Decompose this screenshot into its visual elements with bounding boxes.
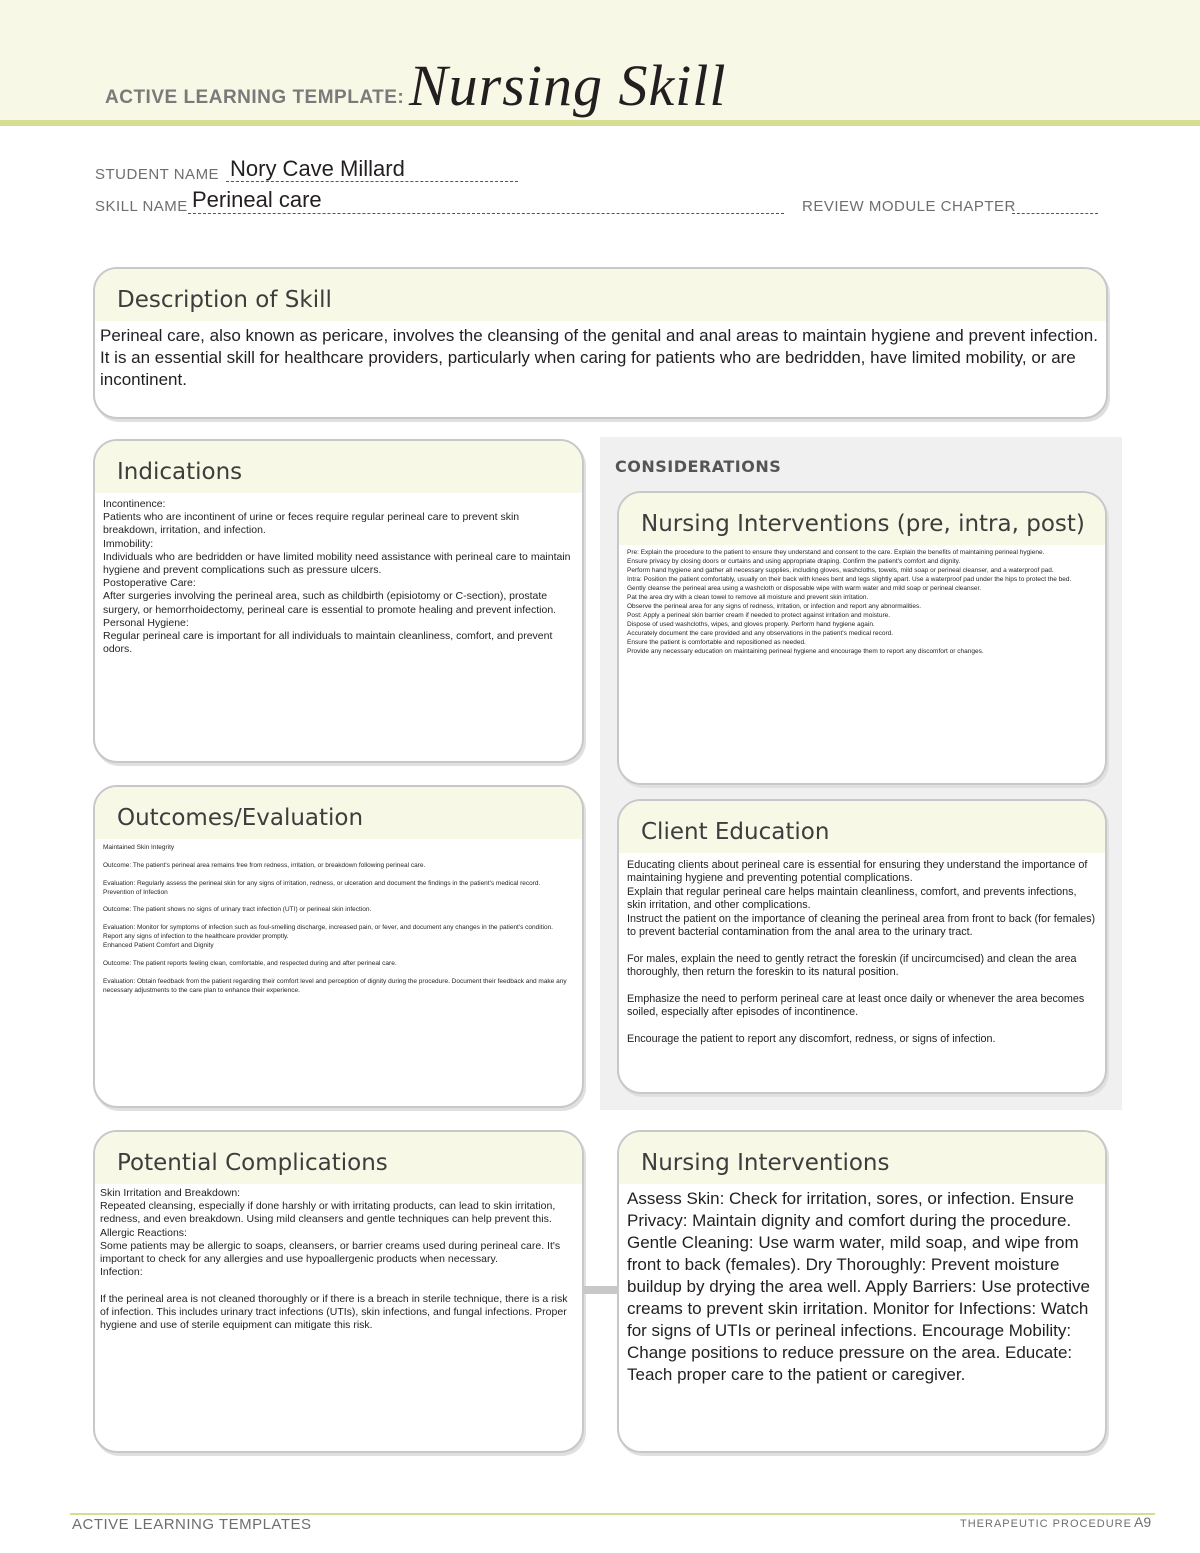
client-education-heading: Client Education <box>619 801 1105 853</box>
description-box <box>93 267 1108 419</box>
skill-name-line <box>188 213 784 214</box>
review-module-line[interactable] <box>1012 213 1098 214</box>
description-heading: Description of Skill <box>95 269 1106 321</box>
student-name-value[interactable]: Nory Cave Millard <box>230 156 405 181</box>
outcomes-box <box>93 785 584 1108</box>
footer-left-label: ACTIVE LEARNING TEMPLATES <box>72 1516 312 1533</box>
nursing-interventions-heading: Nursing Interventions <box>619 1132 1105 1184</box>
skill-name-value[interactable]: Perineal care <box>192 187 322 212</box>
client-education-box <box>617 799 1107 1094</box>
outcomes-heading: Outcomes/Evaluation <box>95 787 582 839</box>
student-name-label: STUDENT NAME <box>95 166 220 183</box>
indications-box <box>93 439 584 763</box>
nursing-interventions-phases-text: Pre: Explain the procedure to the patient to ensure they understand and consent to the care. Explain the benefits of maintaining perineal hygiene. Ensure privacy by closing doors or curtains and using appropriate draping. Confirm the patient's comfort and dignity. Perform hand hygiene and gather all necessary supplies, including gloves, washcloths, towels, mild soap or perineal cleanser, and a waterproof pad. Intra: Position the patient comfortably, usually on their back with knees bent and legs slightly apart. Use a waterproof pad under the hips to protect the bed. Gently cleanse the perineal area using a washcloth or disposable wipe with warm water and mild soap or perineal cleanser. Pat the area dry with a clean towel to remove all moisture and prevent skin irritation. Observe the perineal area for any signs of redness, irritation, or infection and report any abnormalities. Post: Apply a perineal skin barrier cream if needed to protect against irritation and moisture. Dispose of used washcloths, wipes, and gloves properly. Perform hand hygiene again. Accurately document the care provided and any observations in the patient's medical record. Ensure the patient is comfortable and repositioned as needed. Provide any necessary education on maintaining perineal hygiene and encourage them to report any discomfort or changes. <box>627 549 1072 655</box>
nursing-interventions-phases-heading: Nursing Interventions (pre, intra, post) <box>619 493 1105 545</box>
indications-heading: Indications <box>95 441 582 493</box>
header-rule <box>0 120 1200 126</box>
footer-rule <box>70 1513 1155 1515</box>
complications-box <box>93 1130 584 1453</box>
description-text: Perineal care, also known as pericare, involves the cleansing of the genital and anal areas to maintain hygiene and prevent infection. It is an essential skill for healthcare providers, particularly when caring for patients who are bedridden, have limited mobility, or are incontinent. <box>100 326 1098 389</box>
client-education-text: Educating clients about perineal care is essential for ensuring they understand the importance of maintaining hygiene and preventing potential complications. Explain that regular perineal care helps maintain cleanliness, comfort, and prevents infections, skin irritation, and other complications. Instruct the patient on the importance of cleaning the perineal area from front to back (for females) to prevent bacterial contamination from the anal area to the urinary tract. For males, explain the need to gently retract the foreskin (if uncircumcised) and clean the area thoroughly, then return the foreskin to its natural position. Emphasize the need to perform perineal care at least once daily or whenever the area becomes soiled, especially after episodes of incontinence. Encourage the patient to report any discomfort, redness, or signs of infection. <box>627 859 1096 1046</box>
page-title: Nursing Skill <box>409 53 727 118</box>
footer-page-number: A9 <box>1134 1514 1152 1530</box>
review-module-label: REVIEW MODULE CHAPTER <box>802 198 1016 215</box>
connector-bar <box>583 1286 621 1294</box>
complications-text: Skin Irritation and Breakdown: Repeated cleansing, especially if done harshly or with irritating products, can lead to skin irritation, redness, and even breakdown. Using mild cleansers and gentle techniques can help prevent this. Allergic Reactions: Some patients may be allergic to soaps, cleansers, or barrier creams used during perineal care. It's important to check for any allergies and use hypoallergenic products when necessary. Infection: If the perineal area is not cleaned thoroughly or if there is a breach in sterile technique, there is a risk of infection. This includes urinary tract infections (UTIs), skin infections, and fungal infections. Proper hygiene and use of sterile equipment can mitigate this risk. <box>100 1187 568 1332</box>
outcomes-text: Maintained Skin Integrity Outcome: The patient's perineal area remains free from redness, irritation, or breakdown following perineal care. Evaluation: Regularly assess the perineal skin for any signs of irritation, redness, or ulceration and document the findings in the patient's medical record. Prevention of Infection Outcome: The patient shows no signs of urinary tract infection (UTI) or perineal skin infection. Evaluation: Monitor for symptoms of infection such as foul-smelling discharge, increased pain, or fever, and document any changes in the patient's condition. Report any signs of infection to the healthcare provider promptly. Enhanced Patient Comfort and Dignity Outcome: The patient reports feeling clean, comfortable, and respected during and after perineal care. Evaluation: Obtain feedback from the patient regarding their comfort level and perception of dignity during the procedure. Document their feedback and make any necessary adjustments to the care plan to enhance their experience. <box>103 844 567 994</box>
complications-heading: Potential Complications <box>95 1132 582 1184</box>
nursing-interventions-box <box>617 1130 1107 1453</box>
template-label: ACTIVE LEARNING TEMPLATE: <box>105 87 405 108</box>
skill-name-label: SKILL NAME <box>95 198 188 215</box>
nursing-interventions-text: Assess Skin: Check for irritation, sores, or infection. Ensure Privacy: Maintain dignity and comfort during the procedure. Gentle Cleaning: Use warm water, mild soap, and wipe from front to back (females). Dry Thoroughly: Prevent moisture buildup by drying the area well. Apply Barriers: Use protective creams to prevent skin irritation. Monitor for Infections: Watch for signs of UTIs or perineal infections. Encourage Mobility: Change positions to reduce pressure on the area. Educate: Teach proper care to the patient or caregiver. <box>627 1189 1091 1384</box>
indications-text: Incontinence: Patients who are incontinent of urine or feces require regular perineal care to prevent skin breakdown, irritation, and infection. Immobility: Individuals who are bedridden or have limited mobility need assistance with perineal care to maintain hygiene and prevent complications such as pressure ulcers. Postoperative Care: After surgeries involving the perineal area, such as childbirth (episiotomy or C-section), prostate surgery, or hemorrhoidectomy, perineal care is essential to promote healing and prevent infection. Personal Hygiene: Regular perineal care is important for all individuals to maintain cleanliness, comfort, and prevent odors. <box>103 498 571 656</box>
nursing-interventions-phases-box <box>617 491 1107 785</box>
considerations-title: CONSIDERATIONS <box>615 457 782 476</box>
footer-right-label: THERAPEUTIC PROCEDURE <box>960 1518 1132 1530</box>
